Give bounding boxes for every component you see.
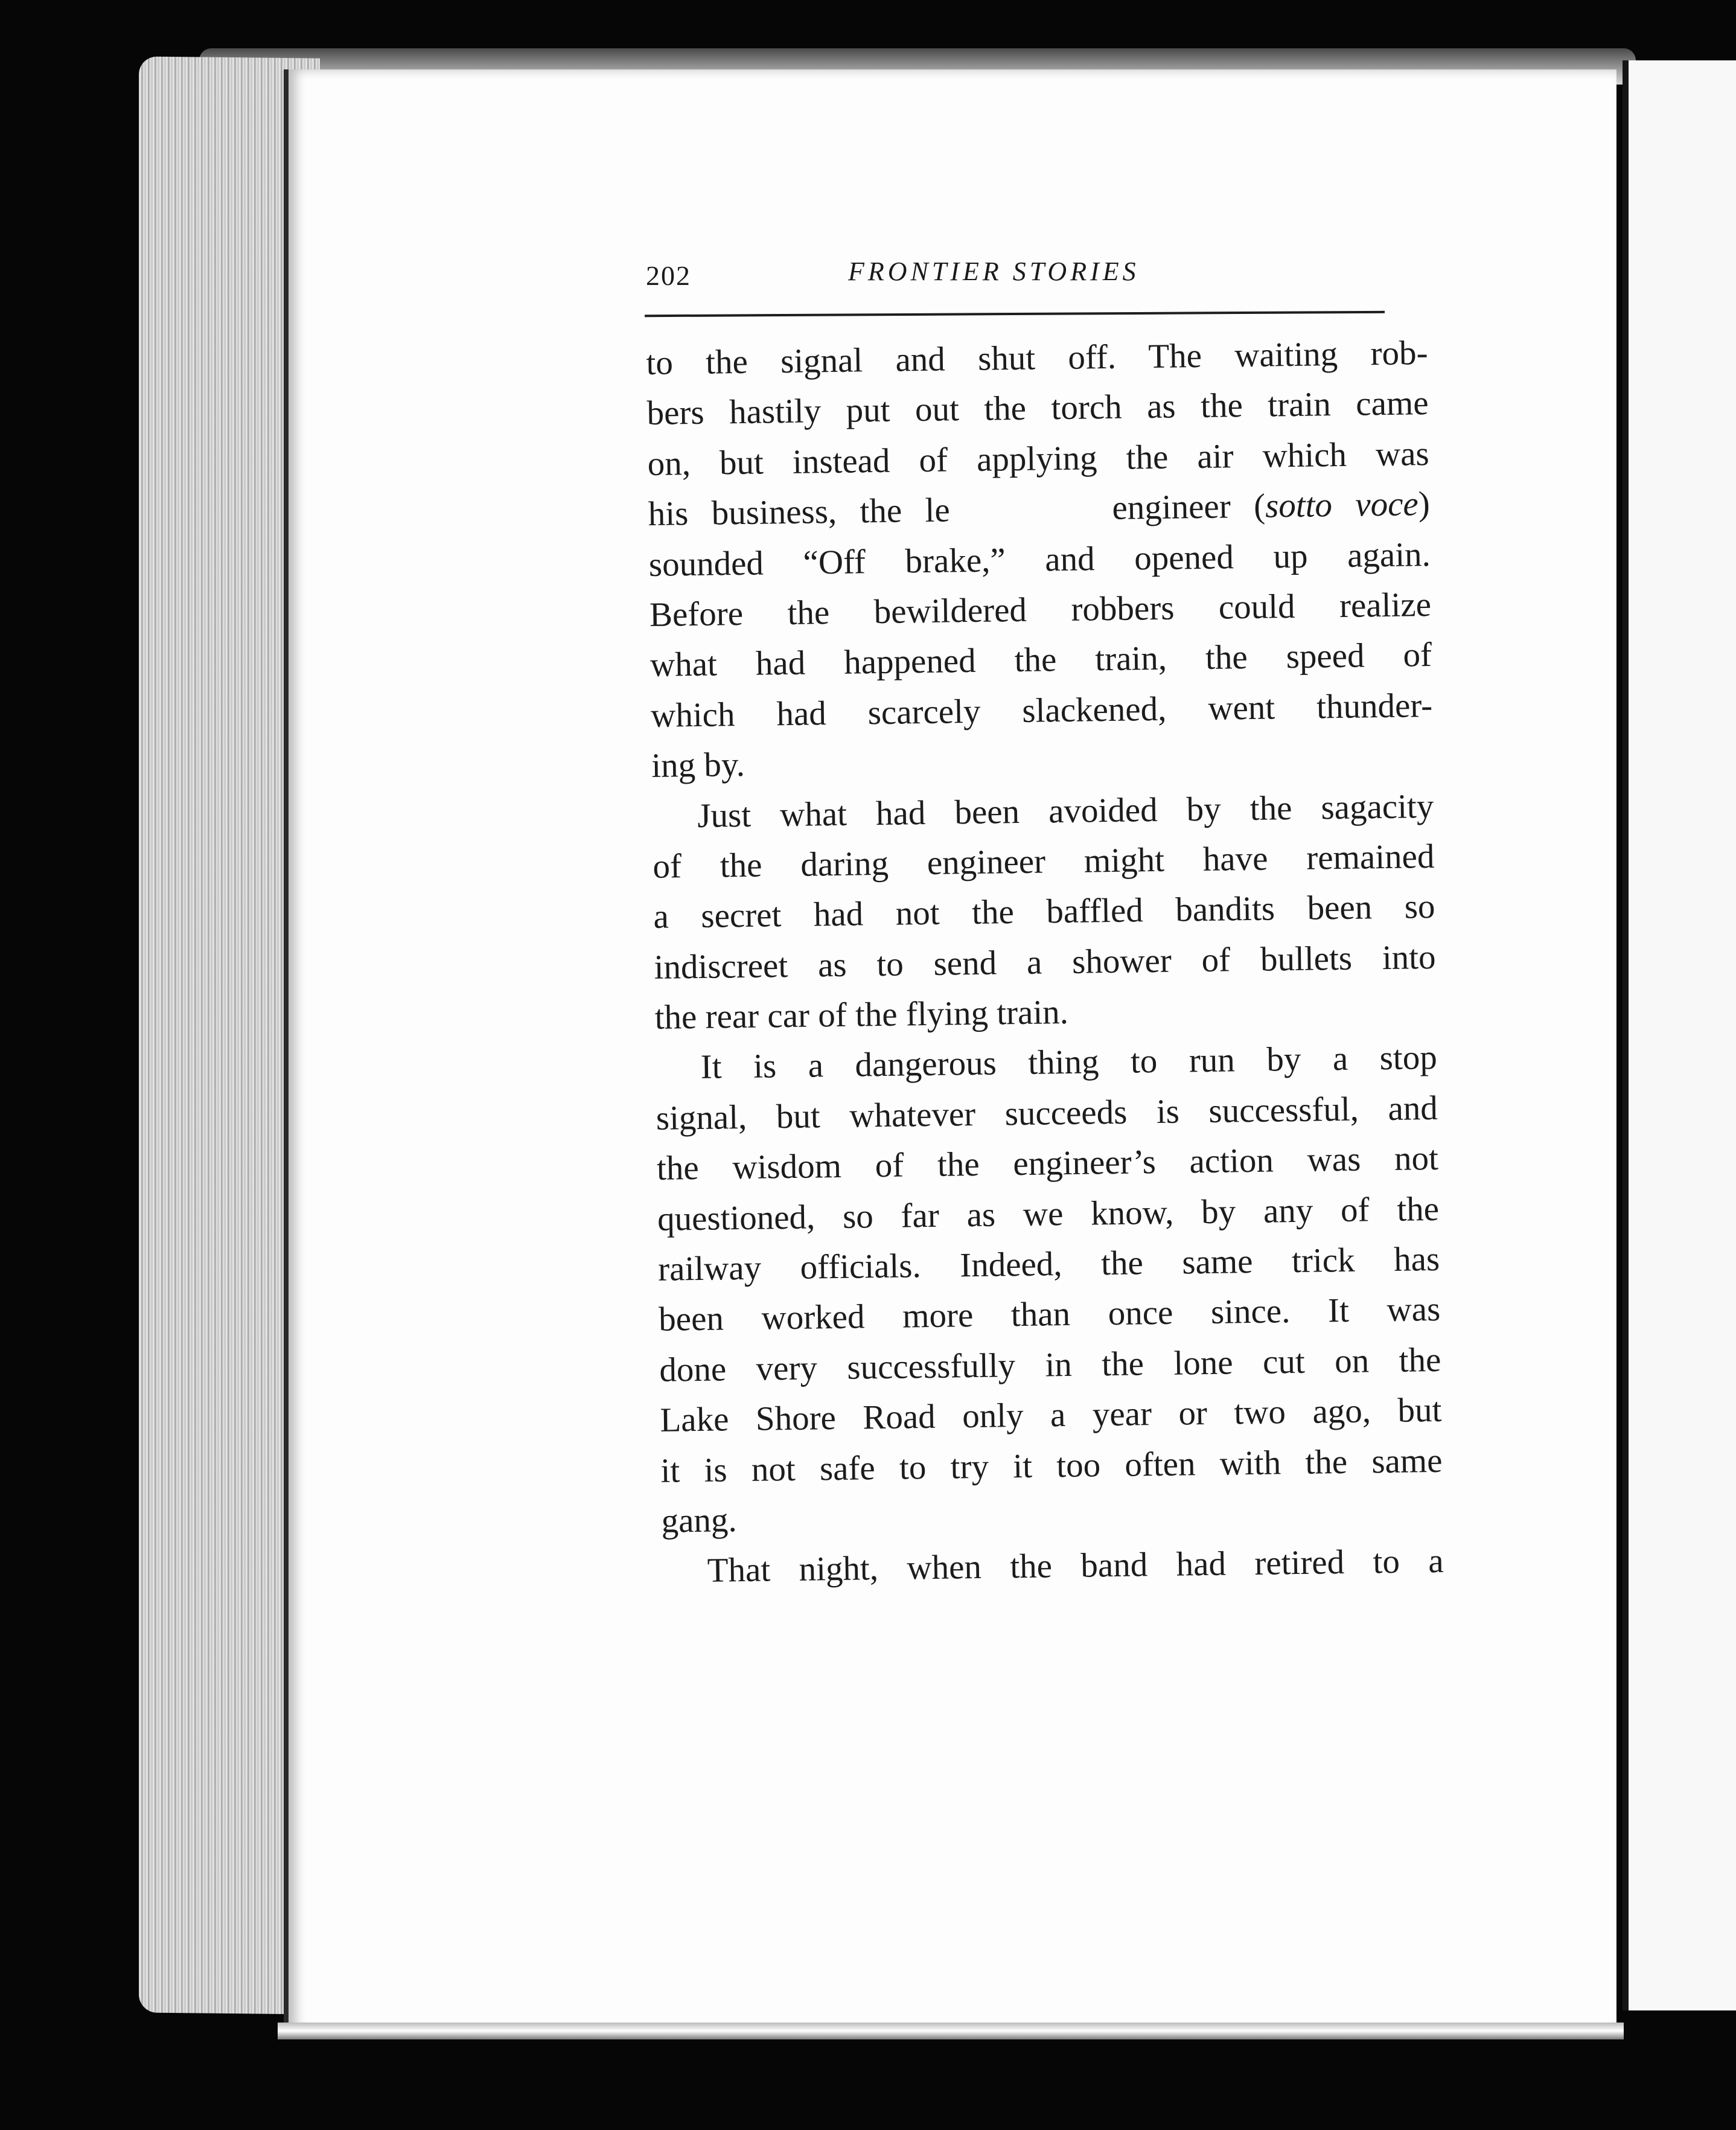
text-line: to the signal and shut off. The waiting rob- [646, 334, 1428, 382]
text-line: what had happened the train, the speed of [649, 636, 1432, 685]
text-line: signal, but whatever succeeds is successful, and [656, 1089, 1438, 1137]
text-line: That night, when the band had retired to a [707, 1542, 1444, 1590]
text-line: bers hastily put out the torch as the train came [646, 384, 1429, 433]
text-line: the wisdom of the engineer’s action was not [656, 1139, 1439, 1188]
text-fragment: ) [1418, 485, 1431, 523]
text-line: railway officials. Indeed, the same trick has [657, 1239, 1440, 1288]
text-line: sounded “Off brake,” and opened up again. [648, 535, 1431, 584]
text-line: which had scarcely slackened, went thunder- [650, 686, 1433, 735]
text-line: indiscreet as to send a shower of bullets into [654, 938, 1436, 987]
book-bottom-edge [278, 2023, 1624, 2039]
text-line: the rear car of the flying train. [654, 993, 1069, 1037]
page-header [646, 257, 1388, 296]
text-line: It is a dangerous thing to run by a stop [700, 1038, 1438, 1087]
text-line: on, but instead of applying the air which was [647, 434, 1430, 483]
body-text [646, 328, 1444, 1597]
text-line: done very successfully in the lone cut on the [659, 1340, 1441, 1389]
text-line: of the daring engineer might have remained [653, 837, 1435, 886]
text-fragment: engineer ( [1112, 487, 1266, 528]
text-line: it is not safe to try it too often with the same [660, 1441, 1443, 1490]
text-line: questioned, so far as we know, by any of the [657, 1189, 1440, 1238]
text-line: been worked more than once since. It was [658, 1290, 1441, 1339]
text-line: Just what had been avoided by the sagacity [697, 787, 1434, 835]
text-line: Before the bewildered robbers could realize [649, 585, 1432, 634]
running-title: FRONTIER STORIES [848, 257, 1140, 286]
text-line: a secret had not the baffled bandits been so [653, 887, 1435, 936]
text-line [648, 479, 1430, 539]
text-line: gang. [661, 1501, 738, 1540]
facing-page [1623, 60, 1736, 2010]
page-number: 202 [646, 260, 691, 291]
italic-text: sotto voce [1265, 485, 1419, 525]
text-line: ing by. [651, 746, 745, 785]
text-fragment: his business, the le [648, 491, 951, 534]
text-line: Lake Shore Road only a year or two ago, but [660, 1391, 1442, 1440]
